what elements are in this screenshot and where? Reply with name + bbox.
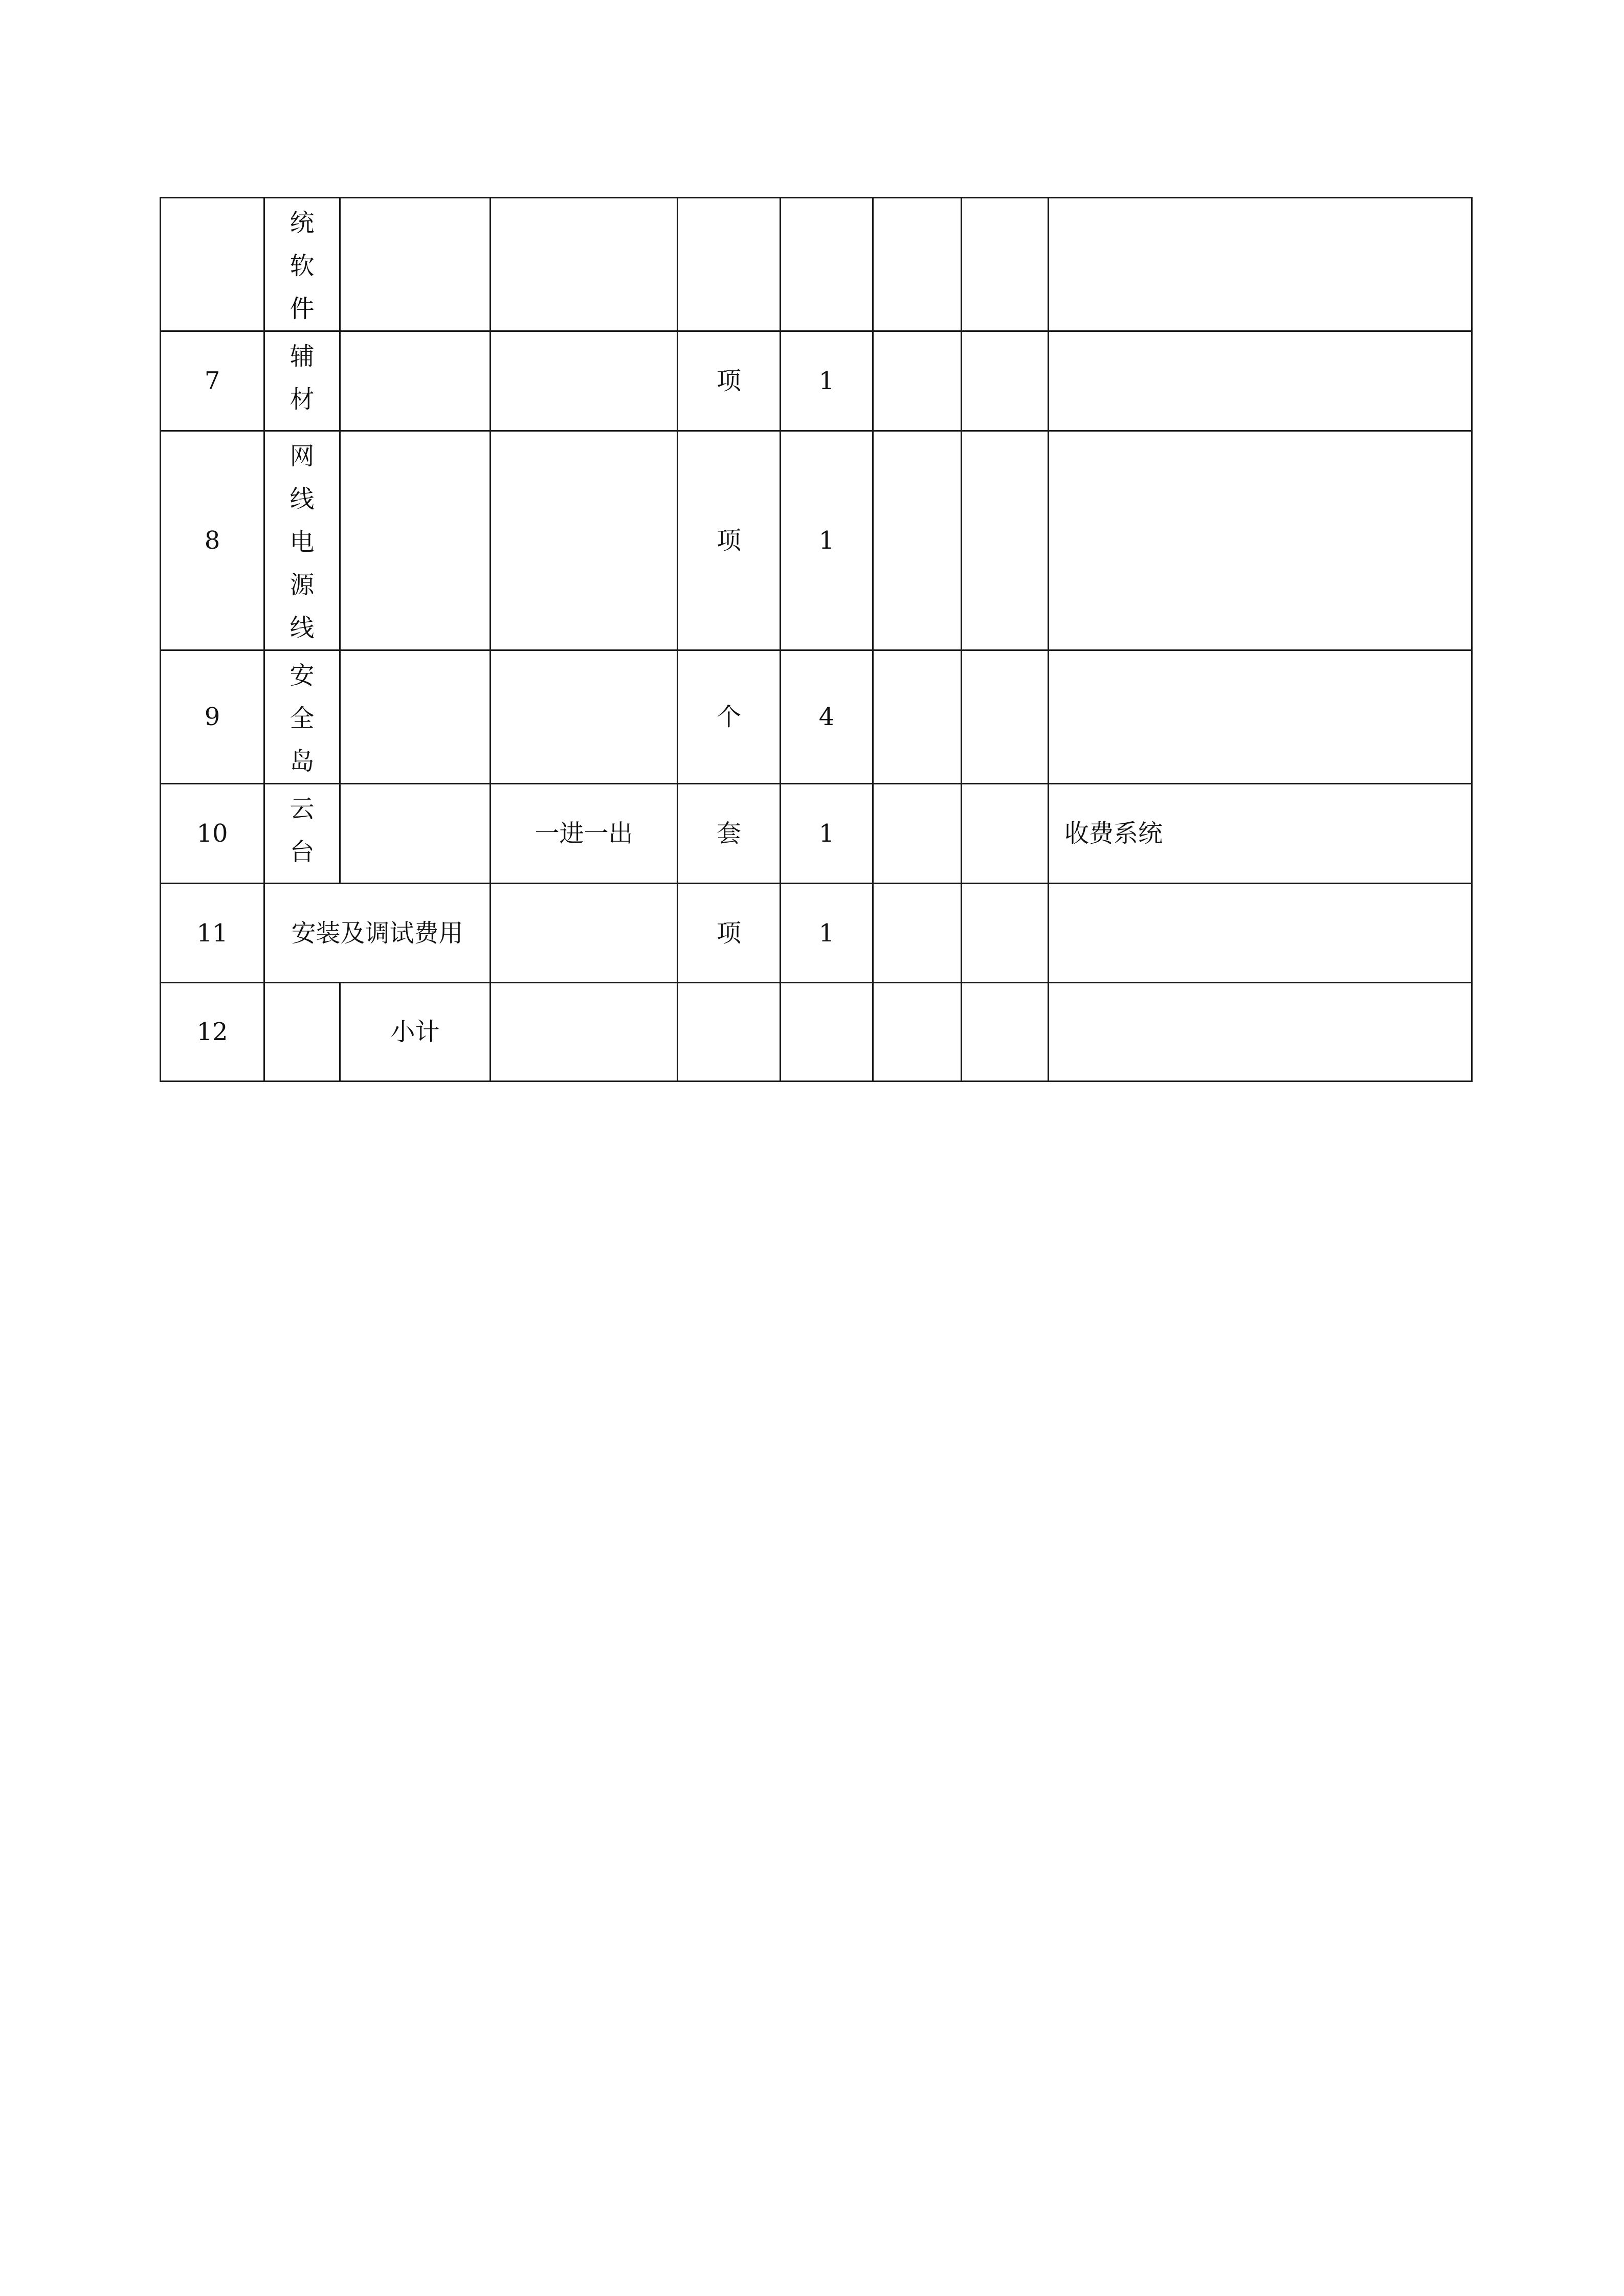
unit-cell: 套 <box>678 784 781 884</box>
spec-cell <box>340 431 491 650</box>
row-number-cell: 8 <box>161 431 264 650</box>
row-number-cell: 10 <box>161 784 264 884</box>
table-row <box>161 884 1472 983</box>
unit-price-cell <box>873 331 962 431</box>
row-number-cell: 11 <box>161 884 264 983</box>
table-row <box>161 198 1472 331</box>
model-cell <box>491 431 678 650</box>
total-price-cell <box>962 331 1049 431</box>
quantity-cell <box>781 198 873 331</box>
item-name-cell <box>264 884 491 983</box>
total-price-cell <box>962 198 1049 331</box>
item-name-text: 安装及调试费用 <box>291 918 463 948</box>
item-name-cell <box>264 983 340 1082</box>
unit-cell: 项 <box>678 431 781 650</box>
remark-cell <box>1049 431 1472 650</box>
remark-cell <box>1049 650 1472 784</box>
total-price-cell <box>962 784 1049 884</box>
unit-cell: 个 <box>678 650 781 784</box>
item-name-cell <box>264 431 340 650</box>
remark-cell <box>1049 331 1472 431</box>
total-price-cell <box>962 650 1049 784</box>
unit-price-cell <box>873 650 962 784</box>
unit-cell <box>678 983 781 1082</box>
spec-cell <box>340 198 491 331</box>
model-cell: 一进一出 <box>491 784 678 884</box>
quantity-cell: 1 <box>781 884 873 983</box>
item-name-cell <box>264 784 340 884</box>
unit-cell: 项 <box>678 884 781 983</box>
equipment-table <box>160 197 1473 1082</box>
item-name-cell <box>264 650 340 784</box>
unit-cell <box>678 198 781 331</box>
remark-cell <box>1049 198 1472 331</box>
quantity-cell: 1 <box>781 784 873 884</box>
spec-cell <box>340 650 491 784</box>
subtotal-label-cell: 小计 <box>340 983 491 1082</box>
row-number-cell: 12 <box>161 983 264 1082</box>
remark-cell <box>1049 884 1472 983</box>
unit-price-cell <box>873 198 962 331</box>
item-name-cell <box>264 331 340 431</box>
remark-cell: 收费系统 <box>1049 784 1472 884</box>
unit-price-cell <box>873 431 962 650</box>
model-cell <box>491 884 678 983</box>
quantity-cell: 1 <box>781 331 873 431</box>
model-cell <box>491 983 678 1082</box>
item-name-cell <box>264 198 340 331</box>
item-name-text: 统软件 <box>290 209 315 323</box>
table-row <box>161 784 1472 884</box>
table-row <box>161 650 1472 784</box>
total-price-cell <box>962 431 1049 650</box>
total-price-cell <box>962 983 1049 1082</box>
spec-cell <box>340 784 491 884</box>
quantity-cell: 1 <box>781 431 873 650</box>
model-cell <box>491 331 678 431</box>
unit-price-cell <box>873 884 962 983</box>
item-name-text: 网线电源线 <box>290 442 315 642</box>
total-price-cell <box>962 884 1049 983</box>
item-name-text: 云台 <box>290 795 315 866</box>
unit-cell: 项 <box>678 331 781 431</box>
row-number-cell: 9 <box>161 650 264 784</box>
unit-price-cell <box>873 983 962 1082</box>
row-number-cell <box>161 198 264 331</box>
unit-price-cell <box>873 784 962 884</box>
table-row <box>161 983 1472 1082</box>
table-row <box>161 331 1472 431</box>
quantity-cell: 4 <box>781 650 873 784</box>
remark-cell <box>1049 983 1472 1082</box>
table-row <box>161 431 1472 650</box>
spec-cell <box>340 331 491 431</box>
model-cell <box>491 650 678 784</box>
quantity-cell <box>781 983 873 1082</box>
item-name-text: 辅材 <box>290 342 315 414</box>
row-number-cell: 7 <box>161 331 264 431</box>
model-cell <box>491 198 678 331</box>
item-name-text: 安全岛 <box>290 661 315 776</box>
